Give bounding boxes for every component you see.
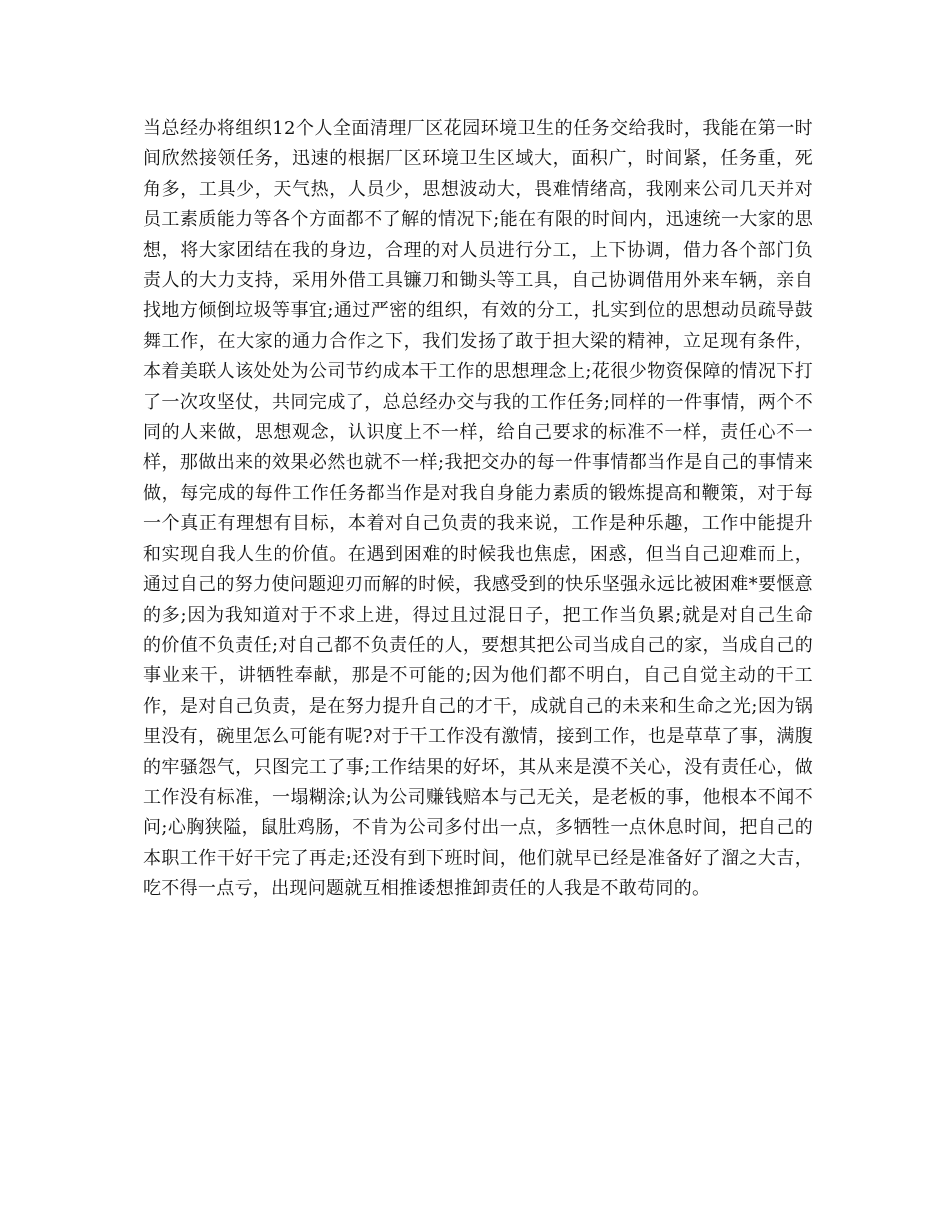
body-paragraph: 当总经办将组织12个人全面清理厂区花园环境卫生的任务交给我时，我能在第一时间欣然接领任务，迅速的根据厂区环境卫生区域大，面积广，时间紧，任务重，死角多，工具少，天气热，人员少，思想波动大，畏难情绪高，我刚来公司几天并对员工素质能力等各个方面都不了解的情况下;能在有限的时间内，迅速统一大家的思想，将大家团结在我的身边，合理的对人员进行分工，上下协调，借力各个部门负责人的大力支持，采用外借工具镰刀和锄头等工具，自己协调借用外来车辆，亲自找地方倾倒垃圾等事宜;通过严密的组织，有效的分工，扎实到位的思想动员疏导鼓舞工作，在大家的通力合作之下，我们发扬了敢于担大梁的精神，立足现有条件，本着美联人该处处为公司节约成本干工作的思想理念上;花很少物资保障的情况下打了一次攻坚仗，共同完成了，总总经办交与我的工作任务;同样的一件事情，两个不同的人来做，思想观念，认识度上不一样，给自己要求的标准不一样，责任心不一样，那做出来的效果必然也就不一样;我把交办的每一件事情都当作是自己的事情来做，每完成的每件工作任务都当作是对我自身能力素质的锻炼提高和鞭策，对于每一个真正有理想有目标，本着对自己负责的我来说，工作是种乐趣，工作中能提升和实现自我人生的价值。在遇到困难的时候我也焦虑，困惑，但当自己迎难而上，通过自己的努力使问题迎刃而解的时候，我感受到的快乐坚强永远比被困难*要惬意的多;因为我知道对于不求上进，得过且过混日子，把工作当负累;就是对自己生命的价值不负责任;对自己都不负责任的人，要想其把公司当成自己的家，当成自己的事业来干，讲牺牲奉献，那是不可能的;因为他们都不明白，自己自觉主动的干工作，是对自己负责，是在努力提升自己的才干，成就自己的未来和生命之光;因为锅里没有，碗里怎么可能有呢?对于干工作没有激情，接到工作，也是草草了事，满腹的牢骚怨气，只图完工了事;工作结果的好坏，其从来是漠不关心，没有责任心，做工作没有标准，一塌糊涂;认为公司赚钱赔本与己无关，是老板的事，他根本不闻不问;心胸狭隘，鼠肚鸡肠，不肯为公司多付出一点，多牺牲一点休息时间，把自己的本职工作干好干完了再走;还没有到下班时间，他们就早已经是准备好了溜之大吉，吃不得一点亏，出现问题就互相推诿想推卸责任的人我是不敢苟同的。: [143, 118, 813, 900]
